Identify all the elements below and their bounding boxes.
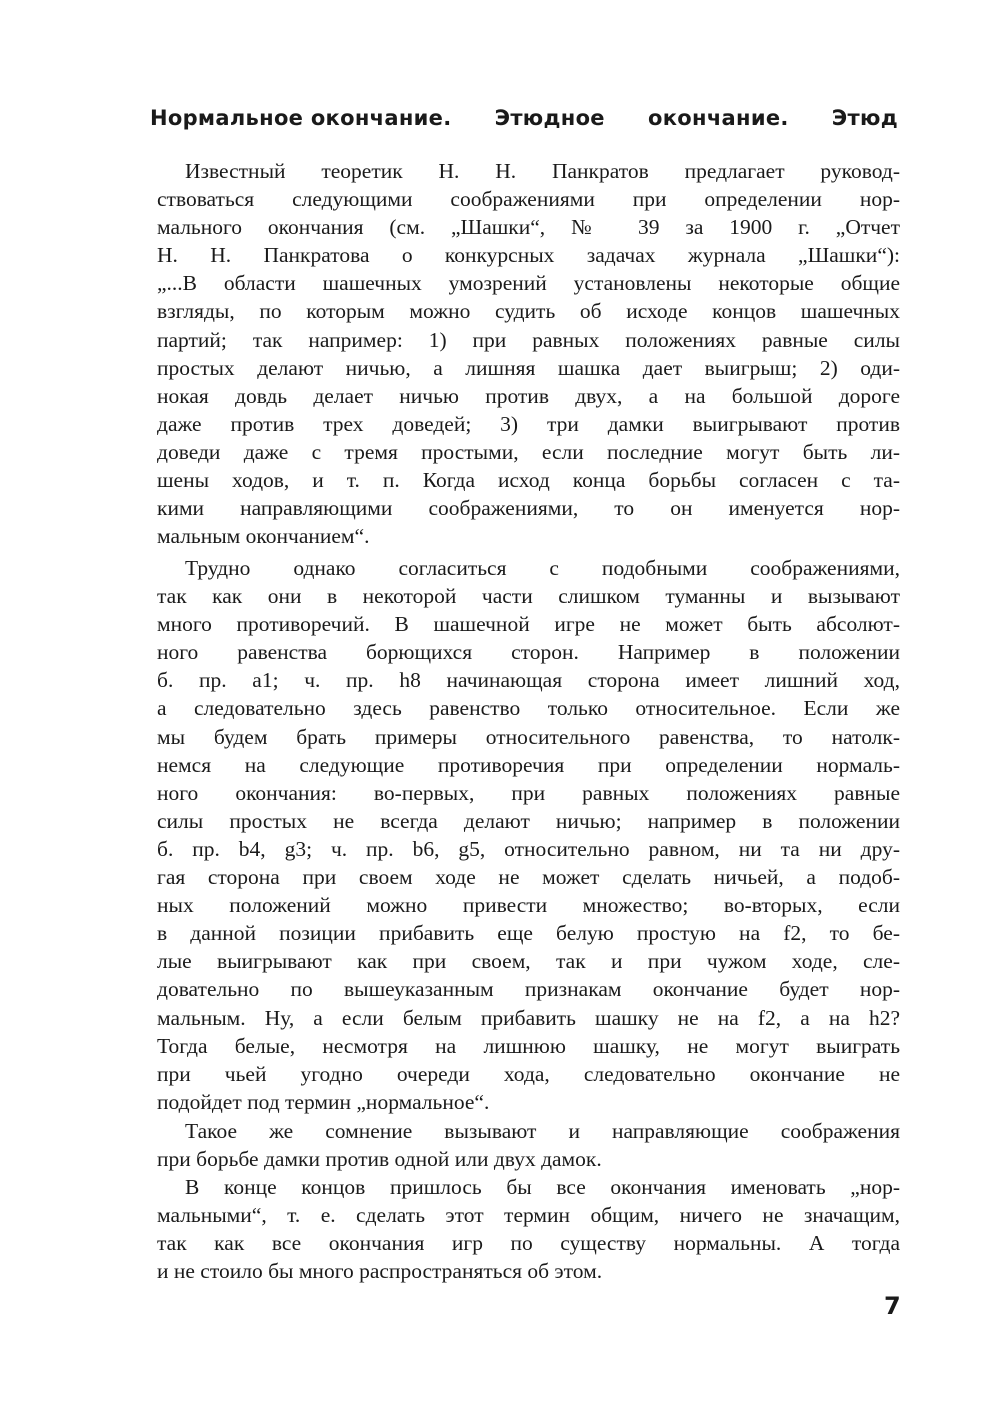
text-line: в данной позиции прибавить еще белую простую на f2, то бе- — [157, 921, 900, 946]
text-line: так как они в некоторой части слишком туманны и вызывают — [157, 584, 900, 609]
paragraph — [157, 1173, 900, 1285]
text-line: б. пр. b4, g3; ч. пр. b6, g5, относительно равном, ни та ни дру- — [157, 836, 900, 861]
text-line: Трудно однако согласиться с подобными соображениями, — [185, 556, 900, 580]
heading-part: окончание. — [648, 106, 789, 130]
text-line: взгляды, по которым можно судить об исходе концов шашечных — [157, 299, 900, 324]
heading-part: Нормальное окончание. — [150, 106, 452, 130]
text-line: мальными“, т. е. сделать этот термин общим, ничего не значащим, — [157, 1203, 900, 1228]
text-line: кими направляющими соображениями, то он именуется нор- — [157, 496, 900, 521]
text-line: ных положений можно привести множество; во-вторых, если — [157, 893, 900, 918]
text-line: ствоваться следующими соображениями при определении нор- — [157, 187, 900, 212]
heading-part: Этюд — [831, 106, 898, 130]
text-line: „...В области шашечных умозрений установлены некоторые общие — [157, 271, 900, 296]
text-line: немся на следующие противоречия при определении нормаль- — [157, 752, 900, 777]
text-line: б. пр. a1; ч. пр. h8 начинающая сторона имеет лишний ход, — [157, 668, 900, 693]
text-line: простых делают ничью, а лишняя шашка дает выигрыш; 2) оди- — [157, 355, 900, 380]
text-line: Известный теоретик Н. Н. Панкратов предлагает руковод- — [185, 159, 900, 183]
text-line: довательно по вышеуказанным признакам окончание будет нор- — [157, 977, 900, 1002]
page-number: 7 — [884, 1292, 901, 1320]
text-line: при чьей угодно очереди хода, следовательно окончание не — [157, 1061, 900, 1086]
text-line: подойдет под термин „нормальное“. — [157, 1089, 490, 1114]
text-line: ного равенства борющихся сторон. Например в положении — [157, 640, 900, 665]
text-line: много противоречий. В шашечной игре не может быть абсолют- — [157, 612, 900, 637]
text-line: так как все окончания игр по существу нормальны. А тогда — [157, 1231, 900, 1256]
text-line: и не стоило бы много распространяться об этом. — [157, 1259, 603, 1284]
heading-part: Этюдное — [494, 106, 605, 130]
text-line: Такое же сомнение вызывают и направляющие соображения — [185, 1119, 900, 1143]
text-line: ного окончания: во-первых, при равных положениях равные — [157, 780, 900, 805]
paragraph — [157, 554, 900, 1116]
text-line: Н. Н. Панкратова о конкурсных задачах журнала „Шашки“): — [157, 243, 900, 268]
text-line: шены ходов, и т. п. Когда исход конца борьбы согласен с та- — [157, 468, 900, 493]
text-line: силы простых не всегда делают ничью; например в положении — [157, 808, 900, 833]
text-line: мы будем брать примеры относительного равенства, то натолк- — [157, 724, 900, 749]
paragraph — [157, 1117, 900, 1173]
text-line: мального окончания (см. „Шашки“, № 39 за 1900 г. „Отчет — [157, 215, 900, 240]
text-line: доведи даже с тремя простыми, если последние могут быть ли- — [157, 439, 900, 464]
text-line: партий; так например: 1) при равных положениях равные силы — [157, 327, 900, 352]
text-line: а следовательно здесь равенство только относительное. Если же — [157, 696, 900, 721]
text-line: нокая довдь делает ничью против двух, а на большой дороге — [157, 383, 900, 408]
text-line: В конце концов пришлось бы все окончания именовать „нор- — [185, 1175, 900, 1199]
text-line: при борьбе дамки против одной или двух дамок. — [157, 1147, 602, 1172]
text-line: лые выигрывают как при своем, так и при чужом ходе, сле- — [157, 949, 900, 974]
paragraph — [157, 157, 900, 550]
text-line: даже против трех доведей; 3) три дамки выигрывают против — [157, 411, 900, 436]
text-line: Тогда белые, несмотря на лишнюю шашку, не могут выиграть — [157, 1033, 900, 1058]
text-line: мальным. Ну, а если белым прибавить шашку не на f2, а на h2? — [157, 1005, 900, 1030]
text-line: мальным окончанием“. — [157, 524, 370, 549]
text-line: гая сторона при своем ходе не может сделать ничьей, а подоб- — [157, 865, 900, 890]
section-heading — [150, 106, 898, 130]
